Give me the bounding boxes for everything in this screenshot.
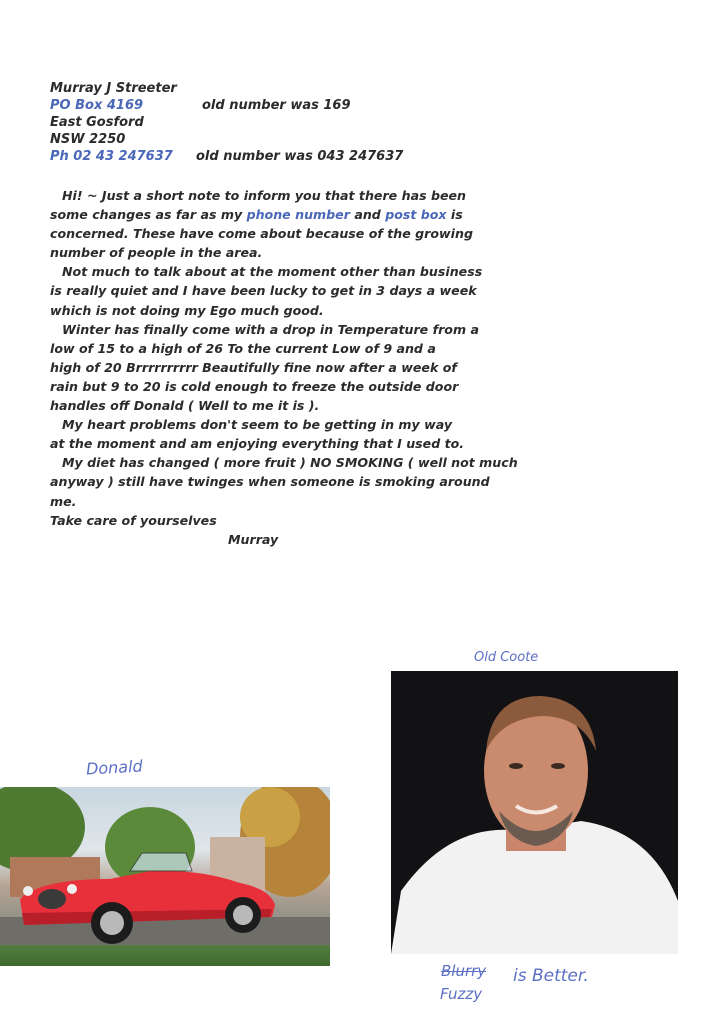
body-line: My diet has changed ( more fruit ) NO SMOKING ( well not much xyxy=(62,455,518,471)
body-line: Take care of yourselves xyxy=(50,512,217,528)
body-line: concerned. These have come about because of the growing xyxy=(50,226,473,242)
suburb: East Gosford xyxy=(50,115,144,130)
body-line: is really quiet and I have been lucky to get in 3 days a week xyxy=(50,283,477,299)
portrait-illustration xyxy=(391,671,678,954)
signature: Murray xyxy=(228,531,279,547)
po-box: PO Box 4169 xyxy=(50,98,144,113)
body-line: low of 15 to a high of 26 To the current Low of 9 and a xyxy=(50,340,436,356)
body-line: at the moment and am enjoying everything that I used to. xyxy=(50,436,465,452)
body-line: handles off Donald ( Well to me it is ). xyxy=(50,398,320,414)
body-line: high of 20 Brrrrrrrrrr Beautifully fine now after a week of xyxy=(50,359,457,375)
phone-old: old number was 043 247637 xyxy=(196,149,404,164)
post-box-ref: post box xyxy=(385,207,447,223)
phone-number-ref: phone number xyxy=(246,207,350,223)
portrait-photo xyxy=(391,671,678,954)
note-text: is Better. xyxy=(513,966,589,986)
body-line: anyway ) still have twinges when someone is smoking around xyxy=(50,474,490,490)
sender-name: Murray J Streeter xyxy=(50,81,177,96)
note-struck-word: Blurry xyxy=(441,962,487,980)
car-caption: Donald xyxy=(85,756,144,779)
car-photo xyxy=(0,787,330,966)
body-line: Not much to talk about at the moment other than business xyxy=(62,264,483,280)
body-line: Hi! ~ Just a short note to inform you that there has been xyxy=(62,188,467,203)
letter-body xyxy=(50,186,580,549)
body-line: number of people in the area. xyxy=(50,245,263,261)
body-line: My heart problems don't seem to be getting in my way xyxy=(62,417,453,433)
body-line: rain but 9 to 20 is cold enough to freeze the outside door xyxy=(50,378,459,394)
phone-number: Ph 02 43 247637 xyxy=(50,149,173,164)
po-box-old: old number was 169 xyxy=(202,98,351,113)
body-line: some changes as far as my phone number and post box is xyxy=(50,207,463,223)
letter xyxy=(50,80,580,549)
note-correction: Fuzzy xyxy=(440,985,483,1003)
body-line: Winter has finally come with a drop in Temperature from a xyxy=(62,321,479,337)
portrait-caption: Old Coote xyxy=(474,650,539,665)
state-postcode: NSW 2250 xyxy=(50,132,126,147)
body-line: which is not doing my Ego much good. xyxy=(50,302,324,318)
car-illustration xyxy=(0,787,330,966)
address-block xyxy=(50,80,580,165)
body-line: me. xyxy=(50,493,77,509)
